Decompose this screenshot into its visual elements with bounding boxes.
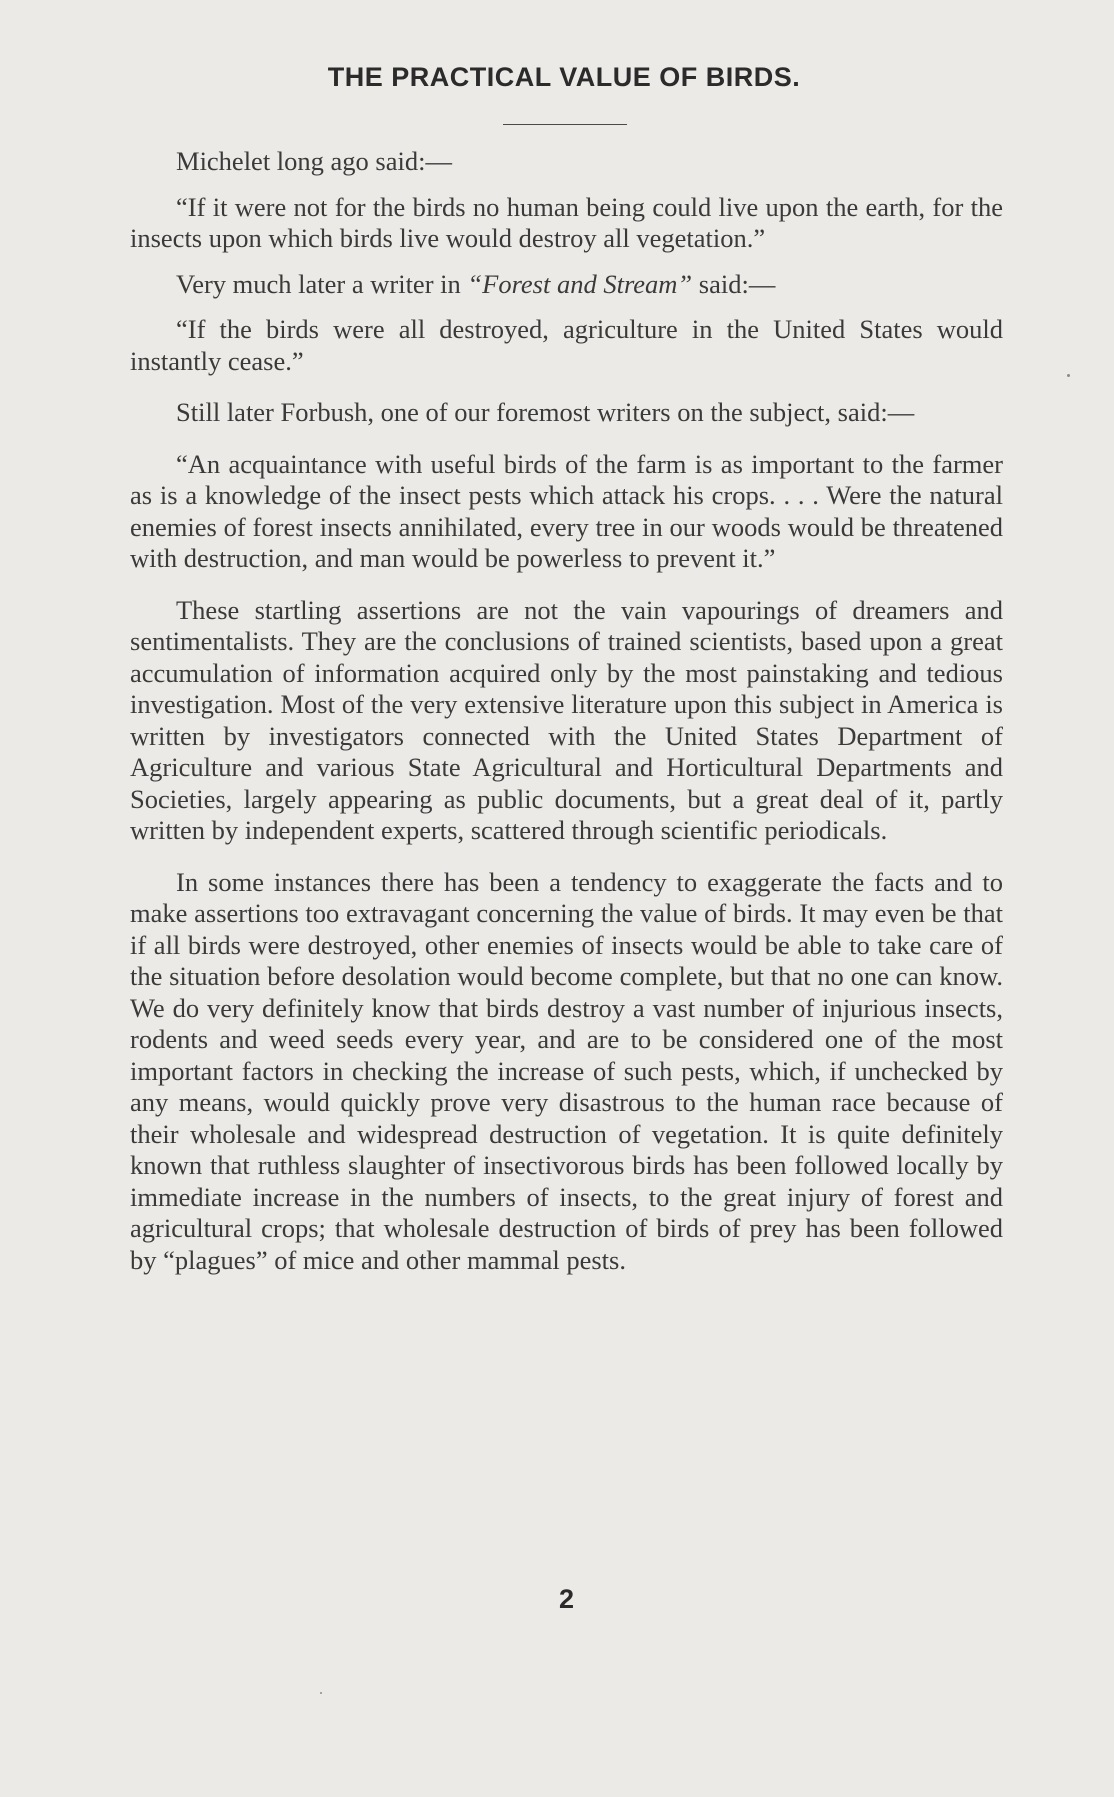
paragraph-3-lead: Very much later a writer in <box>176 268 461 299</box>
journal-title: “Forest and Stream” <box>467 268 693 299</box>
paper-speck <box>1067 374 1070 377</box>
paragraph-7: These startling assertions are not the vain vapourings of dreamers and sentimentalists. They are the conclusions of trained scientists, based upon a great accumulation of information acquired only by the most painstaking and tedious investigation. Most of the very extensive literature upon this subject in America is written by investigators connected with the United States Department of Agriculture and various State Agricultural and Horticultural Departments and Societies, largely appearing as public documents, but a great deal of it, partly written by independent experts, scattered through scientific periodicals. <box>130 594 1003 845</box>
paragraph-3 <box>130 269 1003 301</box>
page-number: 2 <box>558 1584 575 1614</box>
page-title: THE PRACTICAL VALUE OF BIRDS. <box>327 62 801 92</box>
paragraph-1: Michelet long ago said:— <box>176 146 452 176</box>
title-divider <box>503 124 627 125</box>
paper-speck <box>320 1692 322 1694</box>
paragraph-4-quote: “If the birds were all destroyed, agriculture in the United States would instantly cease.” <box>130 314 1003 376</box>
paragraph-2-quote: “If it were not for the birds no human being could live upon the earth, for the insects upon which birds live would destroy all vegetation.” <box>130 191 1003 253</box>
paragraph-6-quote: “An acquaintance with useful birds of the farm is as important to the farmer as is a knowledge of the insect pests which attack his crops. . . . Were the natural enemies of forest insects annihilated, every tree in our woods would be threatened with destruction, and man would be powerless to prevent it.” <box>130 448 1003 573</box>
paragraph-8: In some instances there has been a tendency to exaggerate the facts and to make assertions too extravagant concerning the value of birds. It may even be that if all birds were destroyed, other enemies of insects would be able to take care of the situation before desolation would become complete, but that no one can know. We do very definitely know that birds destroy a vast number of injurious insects, rodents and weed seeds every year, and are to be considered one of the most important factors in checking the increase of such pests, which, if unchecked by any means, would quickly prove very disastrous to the human race because of their wholesale and widespread destruction of vegetation. It is quite definitely known that ruthless slaughter of insectivorous birds has been followed locally by immediate increase in the numbers of insects, to the great injury of forest and agricultural crops; that wholesale destruction of birds of prey has been followed by “plagues” of mice and other mammal pests. <box>130 866 1003 1275</box>
body-text <box>130 140 1003 1276</box>
paragraph-5: Still later Forbush, one of our foremost writers on the subject, said:— <box>176 397 915 427</box>
paragraph-3-tail: said:— <box>698 268 776 299</box>
